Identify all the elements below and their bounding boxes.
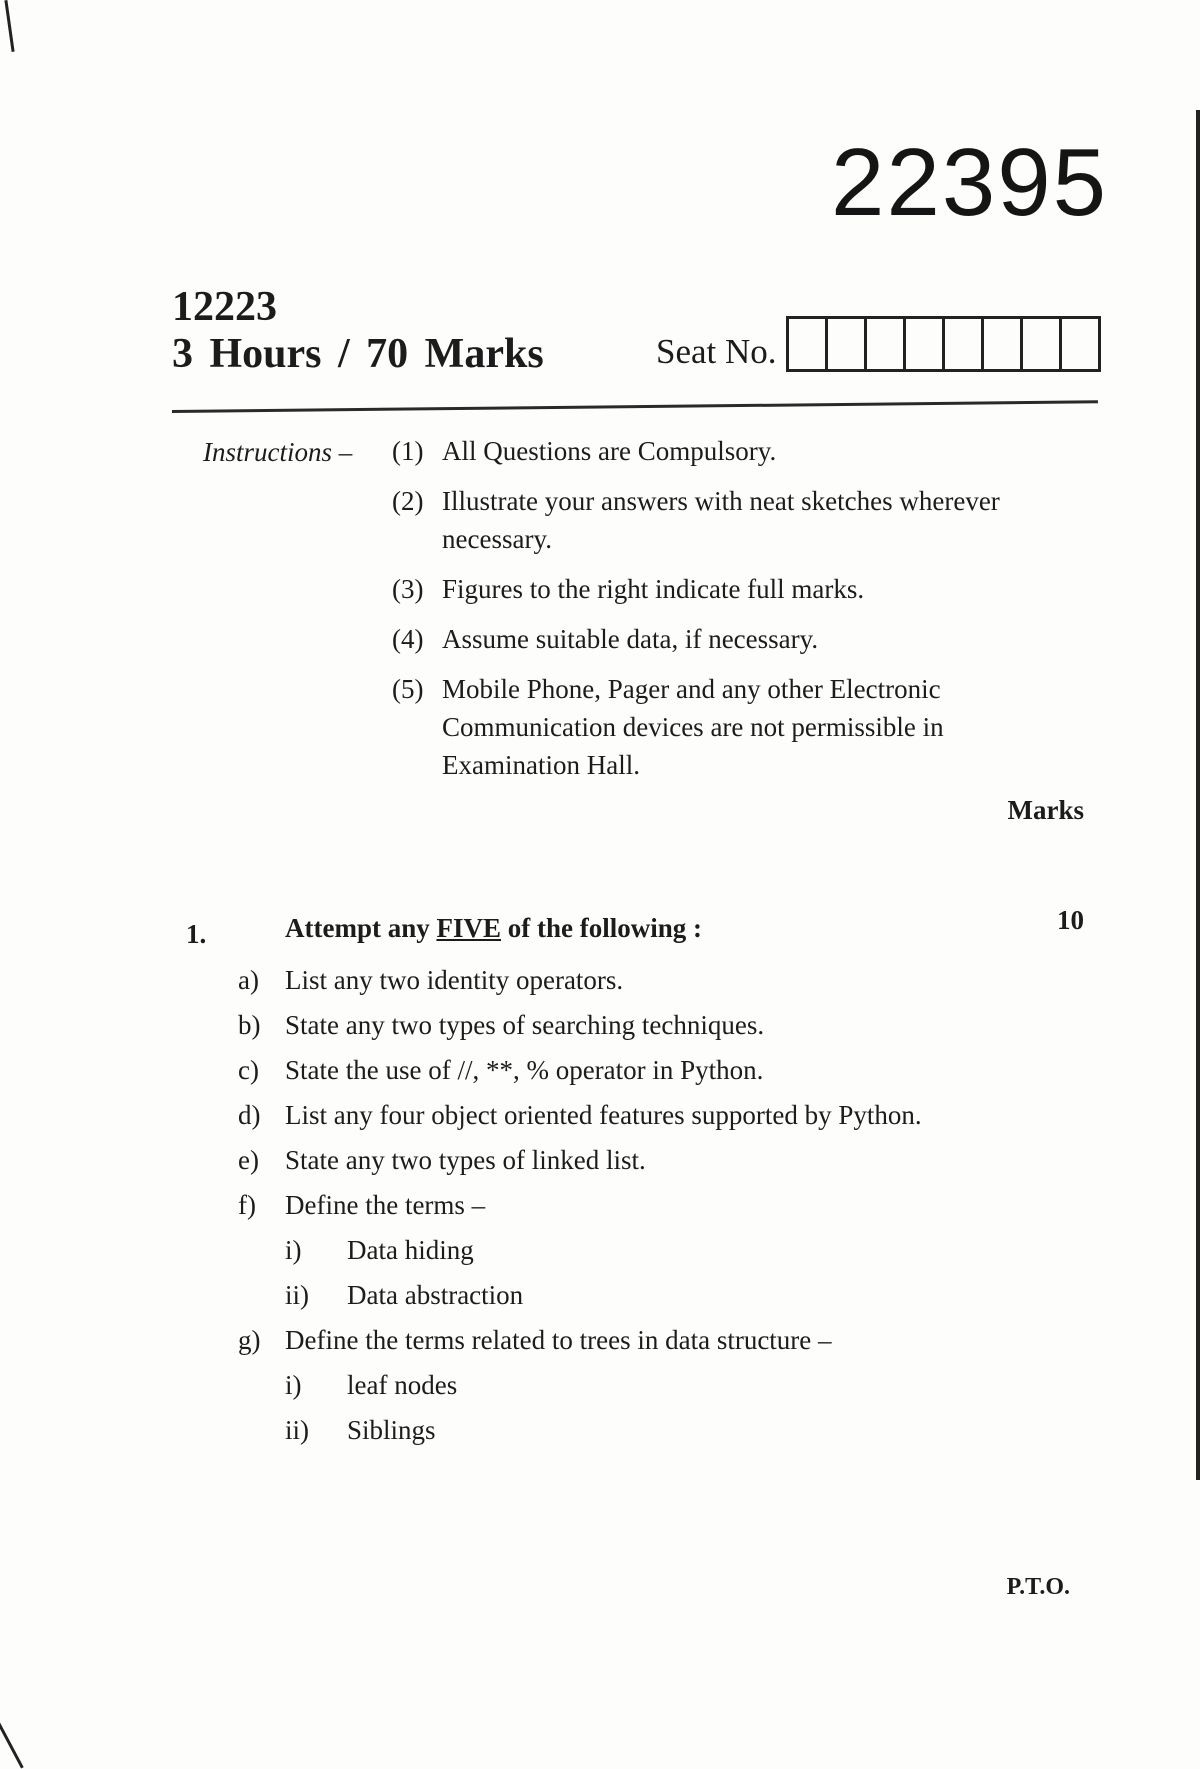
subquestion-g-part-i [238, 1363, 1038, 1408]
subquestion-d [238, 1093, 1038, 1138]
instructions-label: Instructions – [203, 437, 353, 467]
subquestion-text: List any two identity operators. [285, 965, 624, 995]
subquestion-c [238, 1048, 1038, 1093]
subquestion-f-part-ii [238, 1273, 1038, 1318]
subquestion-part-label: ii) [285, 1415, 309, 1445]
subquestion-label: a) [238, 965, 259, 995]
seat-no-boxes [786, 316, 1101, 372]
marks-column-heading: Marks [1007, 795, 1084, 825]
seat-no-box [867, 319, 906, 369]
question-marks: 10 [1057, 905, 1084, 935]
subquestion-part-label: i) [285, 1370, 302, 1400]
seat-no-box [789, 319, 828, 369]
question-heading-emphasis: FIVE [436, 913, 501, 943]
seat-no-box [945, 319, 984, 369]
subquestion-label: c) [238, 1055, 259, 1085]
subquestion-text: State the use of //, **, % operator in Python. [285, 1055, 764, 1085]
instruction-item [392, 432, 1062, 470]
scan-edge-line [1196, 110, 1200, 1480]
subquestion-label: e) [238, 1145, 259, 1175]
subquestion-text: State any two types of linked list. [285, 1145, 646, 1175]
seat-no-label: Seat No. [656, 332, 777, 371]
subquestion-f-part-i [238, 1228, 1038, 1273]
subquestion-part-text: Siblings [347, 1415, 436, 1445]
subquestion-part-label: i) [285, 1235, 302, 1265]
subquestion-label: d) [238, 1100, 261, 1130]
question-number: 1. [186, 919, 207, 949]
seat-no-box [906, 319, 945, 369]
subquestion-text: Define the terms – [285, 1190, 486, 1220]
subquestion-list [238, 958, 1038, 1453]
subquestion-g-part-ii [238, 1408, 1038, 1453]
subquestion-part-text: leaf nodes [347, 1370, 458, 1400]
instructions-list [392, 432, 1062, 796]
instruction-number: (4) [392, 624, 424, 654]
seat-no-box [1023, 319, 1062, 369]
subquestion-f [238, 1183, 1038, 1228]
instruction-item [392, 570, 1062, 608]
header-divider [172, 400, 1098, 413]
subquestion-text: List any four object oriented features supported by Python. [285, 1100, 922, 1130]
instruction-number: (1) [392, 436, 424, 466]
seat-no-box [828, 319, 867, 369]
question-heading [285, 913, 702, 944]
question-heading-suffix: of the following : [501, 913, 702, 943]
subquestion-label: g) [238, 1325, 261, 1355]
scan-edge-mark [0, 1704, 24, 1769]
instruction-number: (5) [392, 674, 424, 704]
subquestion-e [238, 1138, 1038, 1183]
instruction-number: (2) [392, 486, 424, 516]
subquestion-text: Define the terms related to trees in data structure – [285, 1325, 832, 1355]
duration-marks: 3 Hours / 70 Marks [172, 331, 544, 377]
subquestion-text: State any two types of searching techniques. [285, 1010, 765, 1040]
instruction-text: Assume suitable data, if necessary. [442, 624, 819, 654]
subquestion-part-text: Data abstraction [347, 1280, 524, 1310]
scan-edge-mark [4, 0, 14, 52]
subquestion-part-label: ii) [285, 1280, 309, 1310]
subquestion-part-text: Data hiding [347, 1235, 474, 1265]
subquestion-label: b) [238, 1010, 261, 1040]
pto-footer: P.T.O. [1006, 1574, 1070, 1600]
paper-code: 22395 [831, 129, 1108, 236]
seat-no-box [1062, 319, 1098, 369]
subquestion-a [238, 958, 1038, 1003]
subquestion-label: f) [238, 1190, 256, 1220]
subquestion-b [238, 1003, 1038, 1048]
instruction-text: Figures to the right indicate full marks. [442, 574, 865, 604]
instruction-item [392, 670, 1062, 784]
instruction-item [392, 620, 1062, 658]
subquestion-g [238, 1318, 1038, 1363]
question-heading-prefix: Attempt any [285, 913, 437, 943]
instruction-text: Illustrate your answers with neat sketches wherever necessary. [442, 486, 1000, 554]
instruction-text: All Questions are Compulsory. [442, 436, 777, 466]
instruction-item [392, 482, 1062, 558]
instruction-text: Mobile Phone, Pager and any other Electronic Communication devices are not permissible in Examination Hall. [442, 674, 944, 780]
instruction-number: (3) [392, 574, 424, 604]
seat-no-box [984, 319, 1023, 369]
exam-code: 12223 [172, 284, 277, 330]
